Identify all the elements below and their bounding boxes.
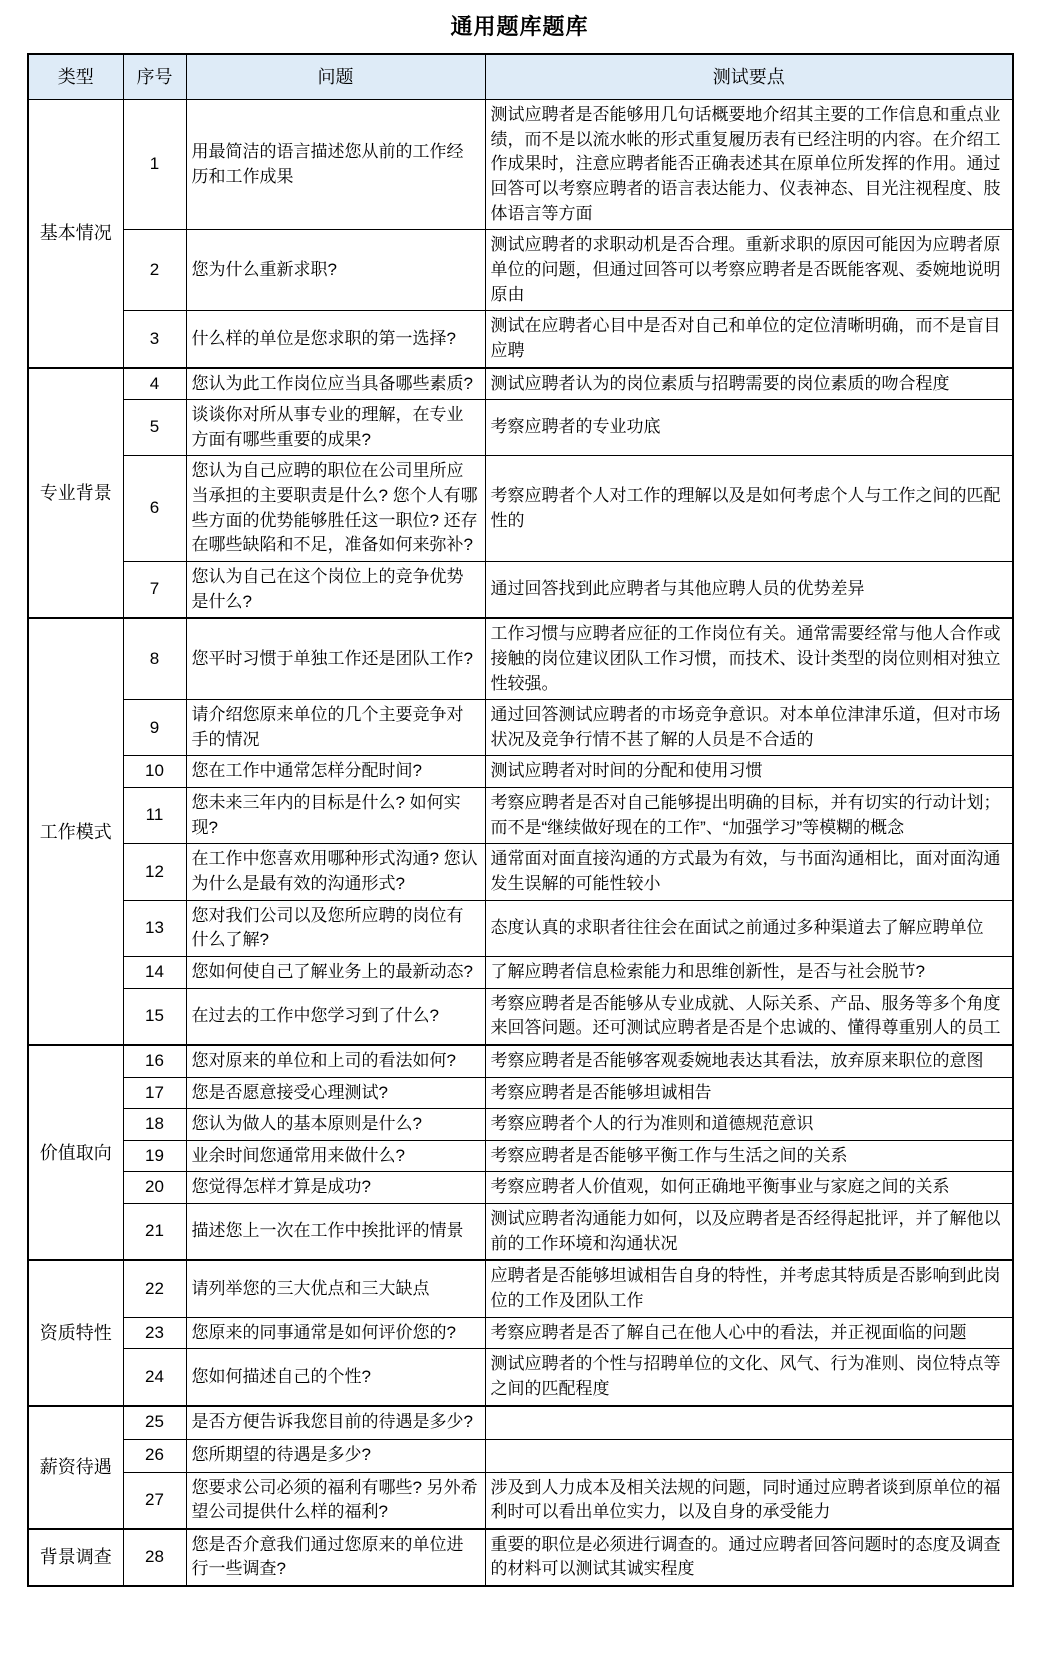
question-cell: 您认为自己在这个岗位上的竞争优势是什么?	[186, 561, 485, 618]
category-cell: 专业背景	[28, 368, 123, 619]
category-cell: 价值取向	[28, 1045, 123, 1260]
question-cell: 谈谈你对所从事专业的理解，在专业方面有哪些重要的成果?	[186, 400, 485, 456]
test-points-cell: 考察应聘者个人对工作的理解以及是如何考虑个人与工作之间的匹配性的	[485, 456, 1013, 562]
question-cell: 用最简洁的语言描述您从前的工作经历和工作成果	[186, 100, 485, 230]
number-cell: 12	[123, 844, 186, 900]
question-cell: 您平时习惯于单独工作还是团队工作?	[186, 618, 485, 699]
test-points-cell: 态度认真的求职者往往会在面试之前通过多种渠道去了解应聘单位	[485, 900, 1013, 956]
number-cell: 1	[123, 100, 186, 230]
question-cell: 描述您上一次在工作中挨批评的情景	[186, 1204, 485, 1261]
table-row	[28, 618, 1013, 699]
number-cell: 18	[123, 1109, 186, 1141]
header-category: 类型	[28, 54, 123, 100]
test-points-cell: 考察应聘者个人的行为准则和道德规范意识	[485, 1109, 1013, 1141]
question-cell: 是否方便告诉我您目前的待遇是多少?	[186, 1406, 485, 1440]
number-cell: 7	[123, 561, 186, 618]
question-cell: 您在工作中通常怎样分配时间?	[186, 756, 485, 788]
number-cell: 10	[123, 756, 186, 788]
test-points-cell: 应聘者是否能够坦诚相告自身的特性，并考虑其特质是否影响到此岗位的工作及团队工作	[485, 1260, 1013, 1317]
table-row	[28, 988, 1013, 1045]
question-cell: 您如何使自己了解业务上的最新动态?	[186, 956, 485, 988]
question-cell: 您认为做人的基本原则是什么?	[186, 1109, 485, 1141]
test-points-cell	[485, 1439, 1013, 1472]
test-points-cell: 涉及到人力成本及相关法规的问题，同时通过应聘者谈到原单位的福利时可以看出单位实力，以及自身的承受能力	[485, 1472, 1013, 1529]
question-cell: 业余时间您通常用来做什么?	[186, 1140, 485, 1172]
table-row	[28, 100, 1013, 230]
table-row	[28, 368, 1013, 400]
question-cell: 您对原来的单位和上司的看法如何?	[186, 1045, 485, 1077]
number-cell: 8	[123, 618, 186, 699]
test-points-cell: 测试应聘者认为的岗位素质与招聘需要的岗位素质的吻合程度	[485, 368, 1013, 400]
question-bank-table	[27, 53, 1014, 1587]
table-row	[28, 700, 1013, 756]
table-row	[28, 1349, 1013, 1406]
number-cell: 5	[123, 400, 186, 456]
table-row	[28, 1317, 1013, 1349]
number-cell: 14	[123, 956, 186, 988]
number-cell: 25	[123, 1406, 186, 1440]
table-row	[28, 844, 1013, 900]
question-cell: 您如何描述自己的个性?	[186, 1349, 485, 1406]
category-cell: 背景调查	[28, 1529, 123, 1586]
test-points-cell: 考察应聘者是否对自己能够提出明确的目标，并有切实的行动计划；而不是“继续做好现在的工作”、“加强学习”等模糊的概念	[485, 788, 1013, 844]
number-cell: 15	[123, 988, 186, 1045]
test-points-cell: 考察应聘者的专业功底	[485, 400, 1013, 456]
table-row	[28, 1529, 1013, 1586]
table-row	[28, 756, 1013, 788]
table-row	[28, 1406, 1013, 1440]
test-points-cell: 考察应聘者是否能够平衡工作与生活之间的关系	[485, 1140, 1013, 1172]
number-cell: 3	[123, 311, 186, 368]
table-row	[28, 1260, 1013, 1317]
test-points-cell: 考察应聘者是否能够坦诚相告	[485, 1077, 1013, 1109]
number-cell: 26	[123, 1439, 186, 1472]
test-points-cell: 了解应聘者信息检索能力和思维创新性，是否与社会脱节?	[485, 956, 1013, 988]
number-cell: 9	[123, 700, 186, 756]
test-points-cell: 考察应聘者人价值观，如何正确地平衡事业与家庭之间的关系	[485, 1172, 1013, 1204]
table-row	[28, 561, 1013, 618]
table-row	[28, 1077, 1013, 1109]
number-cell: 23	[123, 1317, 186, 1349]
question-cell: 您是否介意我们通过您原来的单位进行一些调查?	[186, 1529, 485, 1586]
table-row	[28, 900, 1013, 956]
test-points-cell: 通常面对面直接沟通的方式最为有效，与书面沟通相比，面对面沟通发生误解的可能性较小	[485, 844, 1013, 900]
number-cell: 21	[123, 1204, 186, 1261]
test-points-cell: 测试应聘者沟通能力如何，以及应聘者是否经得起批评，并了解他以前的工作环境和沟通状况	[485, 1204, 1013, 1261]
question-cell: 您认为自己应聘的职位在公司里所应当承担的主要职责是什么? 您个人有哪些方面的优势能够胜任这一职位? 还存在哪些缺陷和不足，准备如何来弥补?	[186, 456, 485, 562]
table-row	[28, 1439, 1013, 1472]
test-points-cell: 工作习惯与应聘者应征的工作岗位有关。通常需要经常与他人合作或接触的岗位建议团队工作习惯，而技术、设计类型的岗位则相对独立性较强。	[485, 618, 1013, 699]
question-cell: 您为什么重新求职?	[186, 230, 485, 311]
number-cell: 27	[123, 1472, 186, 1529]
number-cell: 22	[123, 1260, 186, 1317]
table-row	[28, 1140, 1013, 1172]
test-points-cell: 通过回答找到此应聘者与其他应聘人员的优势差异	[485, 561, 1013, 618]
question-cell: 请列举您的三大优点和三大缺点	[186, 1260, 485, 1317]
question-cell: 什么样的单位是您求职的第一选择?	[186, 311, 485, 368]
question-cell: 您原来的同事通常是如何评价您的?	[186, 1317, 485, 1349]
table-body	[28, 100, 1013, 1587]
number-cell: 24	[123, 1349, 186, 1406]
question-cell: 您是否愿意接受心理测试?	[186, 1077, 485, 1109]
test-points-cell: 测试在应聘者心目中是否对自己和单位的定位清晰明确，而不是盲目应聘	[485, 311, 1013, 368]
table-row	[28, 1472, 1013, 1529]
table-row	[28, 230, 1013, 311]
question-cell: 您要求公司必须的福利有哪些? 另外希望公司提供什么样的福利?	[186, 1472, 485, 1529]
test-points-cell: 通过回答测试应聘者的市场竞争意识。对本单位津津乐道，但对市场状况及竞争行情不甚了解的人员是不合适的	[485, 700, 1013, 756]
category-cell: 基本情况	[28, 100, 123, 368]
table-row	[28, 1109, 1013, 1141]
number-cell: 13	[123, 900, 186, 956]
table-row	[28, 1204, 1013, 1261]
question-cell: 您认为此工作岗位应当具备哪些素质?	[186, 368, 485, 400]
table-row	[28, 1172, 1013, 1204]
number-cell: 20	[123, 1172, 186, 1204]
test-points-cell: 重要的职位是必须进行调查的。通过应聘者回答问题时的态度及调查的材料可以测试其诚实程度	[485, 1529, 1013, 1586]
test-points-cell: 考察应聘者是否能够客观委婉地表达其看法，放弃原来职位的意图	[485, 1045, 1013, 1077]
number-cell: 11	[123, 788, 186, 844]
test-points-cell: 测试应聘者的求职动机是否合理。重新求职的原因可能因为应聘者原单位的问题，但通过回答可以考察应聘者是否既能客观、委婉地说明原由	[485, 230, 1013, 311]
number-cell: 6	[123, 456, 186, 562]
number-cell: 17	[123, 1077, 186, 1109]
category-cell: 薪资待遇	[28, 1406, 123, 1529]
question-cell: 您所期望的待遇是多少?	[186, 1439, 485, 1472]
question-cell: 您觉得怎样才算是成功?	[186, 1172, 485, 1204]
test-points-cell	[485, 1406, 1013, 1440]
question-cell: 请介绍您原来单位的几个主要竞争对手的情况	[186, 700, 485, 756]
table-header	[28, 54, 1013, 100]
category-cell: 资质特性	[28, 1260, 123, 1405]
question-cell: 在工作中您喜欢用哪种形式沟通? 您认为什么是最有效的沟通形式?	[186, 844, 485, 900]
page-title: 通用题库题库	[450, 14, 589, 39]
number-cell: 16	[123, 1045, 186, 1077]
question-cell: 在过去的工作中您学习到了什么?	[186, 988, 485, 1045]
number-cell: 19	[123, 1140, 186, 1172]
question-cell: 您对我们公司以及您所应聘的岗位有什么了解?	[186, 900, 485, 956]
number-cell: 2	[123, 230, 186, 311]
table-row	[28, 311, 1013, 368]
number-cell: 4	[123, 368, 186, 400]
table-row	[28, 456, 1013, 562]
question-cell: 您未来三年内的目标是什么? 如何实现?	[186, 788, 485, 844]
table-row	[28, 400, 1013, 456]
number-cell: 28	[123, 1529, 186, 1586]
table-row	[28, 956, 1013, 988]
test-points-cell: 考察应聘者是否了解自己在他人心中的看法，并正视面临的问题	[485, 1317, 1013, 1349]
test-points-cell: 测试应聘者是否能够用几句话概要地介绍其主要的工作信息和重点业绩，而不是以流水帐的形式重复履历表有已经注明的内容。在介绍工作成果时，注意应聘者能否正确表述其在原单位所发挥的作用。通过回答可以考察应聘者的语言表达能力、仪表神态、目光注视程度、肢体语言等方面	[485, 100, 1013, 230]
header-number: 序号	[123, 54, 186, 100]
test-points-cell: 考察应聘者是否能够从专业成就、人际关系、产品、服务等多个角度来回答问题。还可测试应聘者是否是个忠诚的、懂得尊重别人的员工	[485, 988, 1013, 1045]
test-points-cell: 测试应聘者对时间的分配和使用习惯	[485, 756, 1013, 788]
test-points-cell: 测试应聘者的个性与招聘单位的文化、风气、行为准则、岗位特点等之间的匹配程度	[485, 1349, 1013, 1406]
header-question: 问题	[186, 54, 485, 100]
header-test-points: 测试要点	[485, 54, 1013, 100]
category-cell: 工作模式	[28, 618, 123, 1045]
header-row	[28, 54, 1013, 100]
table-row	[28, 788, 1013, 844]
table-row	[28, 1045, 1013, 1077]
